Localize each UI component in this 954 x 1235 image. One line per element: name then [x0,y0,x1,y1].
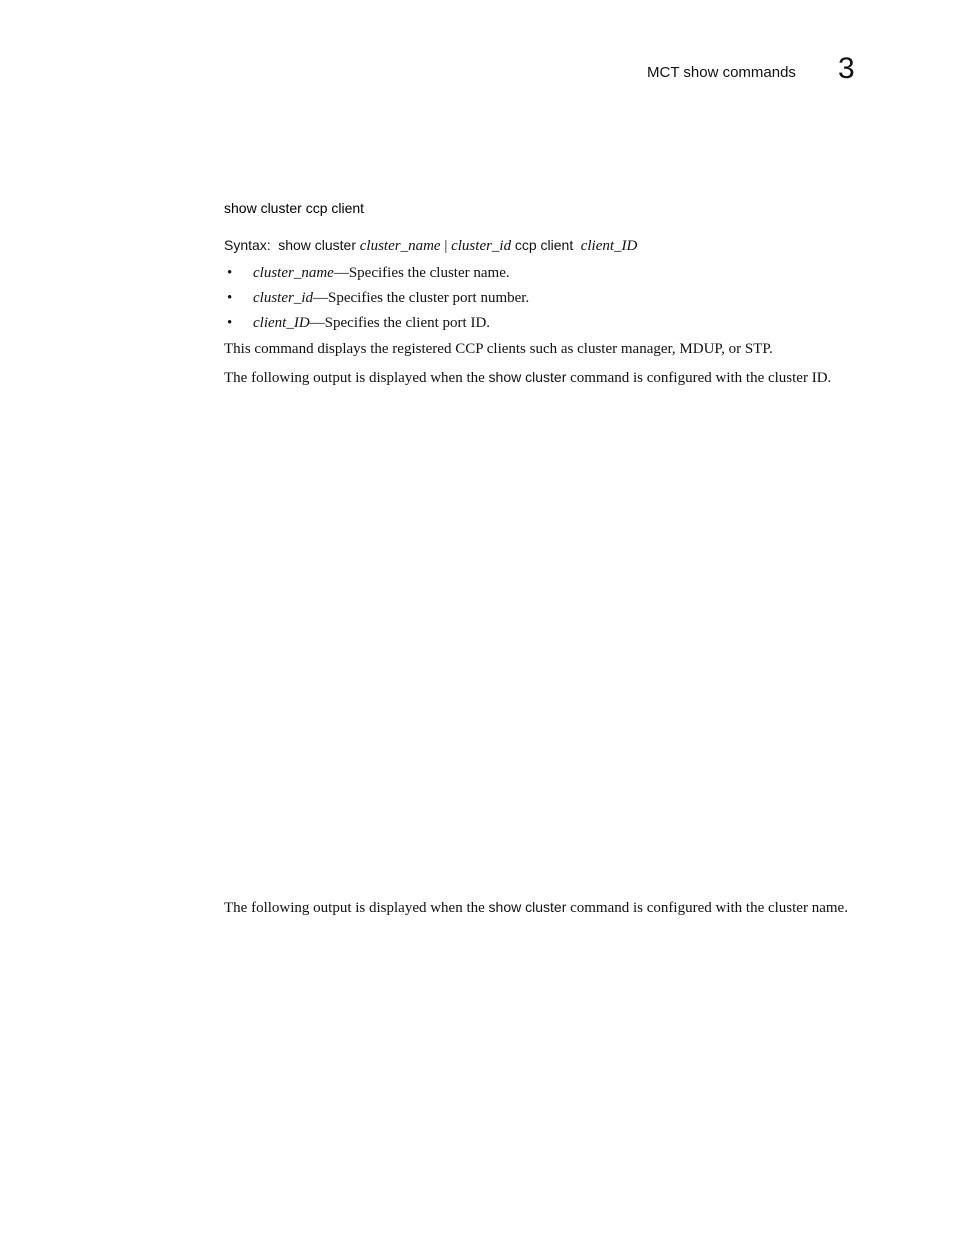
param-term: client_ID [253,315,310,331]
syntax-arg-client-id: client_ID [580,238,638,254]
syntax-arg-cluster-id: cluster_id [451,238,512,254]
list-item [224,314,529,339]
list-item [224,289,529,314]
output-id-paragraph [224,368,884,388]
param-desc: —Specifies the client port ID. [309,315,491,331]
parameter-list [224,264,529,339]
syntax-subcommand: ccp client [514,237,574,253]
paragraph-text: command is configured with the cluster name. [566,900,848,916]
paragraph-text: The following output is displayed when the [224,900,489,916]
paragraph-text: The following output is displayed when the [224,370,489,386]
list-item [224,264,529,289]
command-heading: show cluster ccp client [224,200,365,216]
param-desc: —Specifies the cluster port number. [313,290,530,306]
syntax-line [224,237,637,255]
syntax-separator: | [444,238,448,254]
param-desc: —Specifies the cluster name. [333,265,510,281]
running-header-title: MCT show commands [647,64,796,81]
paragraph-text: command is configured with the cluster ID. [566,370,832,386]
param-term: cluster_id [253,290,313,306]
syntax-arg-cluster-name: cluster_name [359,238,441,254]
param-term: cluster_name [253,265,334,281]
description-paragraph: This command displays the registered CCP clients such as cluster manager, MDUP, or STP. [224,341,773,357]
inline-command: show cluster [488,369,567,385]
syntax-command: show cluster [278,237,357,253]
inline-command: show cluster [488,899,567,915]
bullet-icon: • [227,315,233,331]
bullet-icon: • [227,265,233,281]
syntax-label: Syntax: [224,237,271,253]
output-name-paragraph [224,898,864,918]
chapter-number: 3 [838,52,855,85]
bullet-icon: • [227,290,233,306]
